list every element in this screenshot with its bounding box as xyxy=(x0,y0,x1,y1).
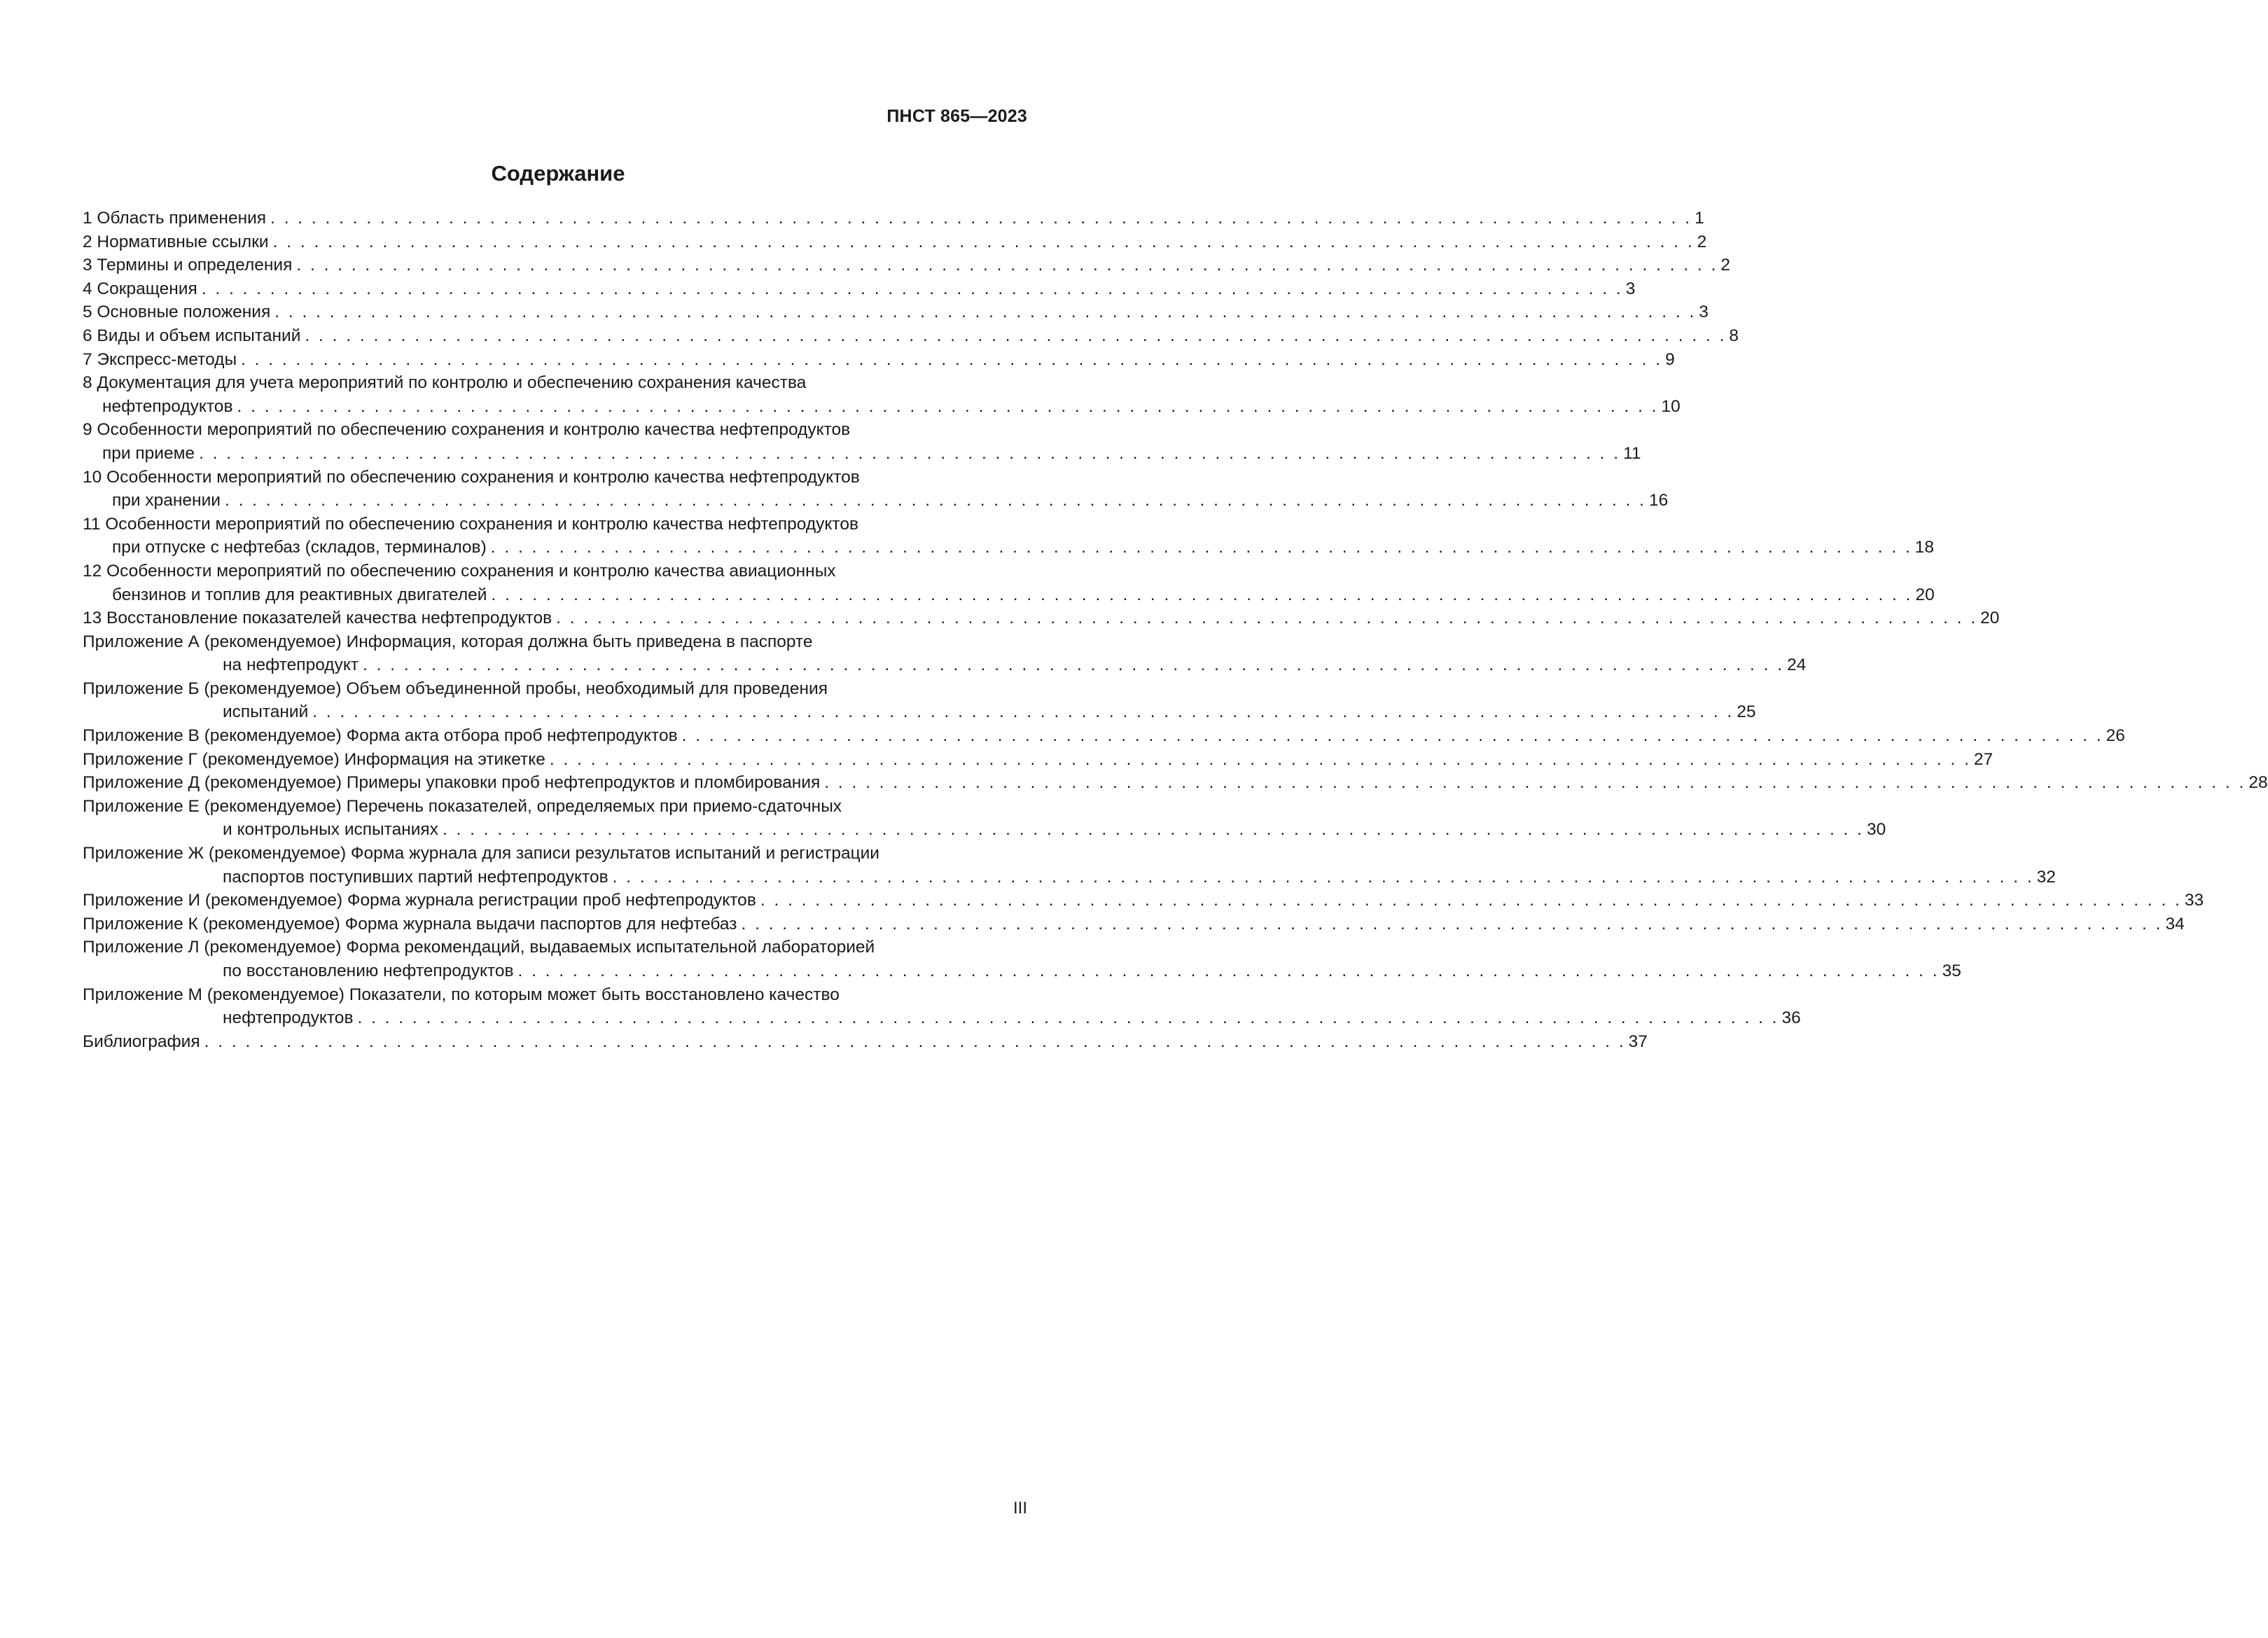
toc-entry[interactable] xyxy=(83,912,2185,936)
toc-page-number: 26 xyxy=(2106,726,2125,746)
toc-entry[interactable] xyxy=(83,277,1636,301)
dot-leader: . . . . . . . . . . . . . . . . . . . . . . . . . . . . . . . . . . . . . . . . . . . . . . . . . . . . . . . . . . . . . . . . . . . . . . . . . . . . . . . . . . . . . . . . . . . . . . . . . . . . . . . . xyxy=(237,396,1659,416)
toc-entry[interactable] xyxy=(83,889,2204,912)
toc-page-number: 9 xyxy=(1665,349,1675,369)
dot-leader: . . . . . . . . . . . . . . . . . . . . . . . . . . . . . . . . . . . . . . . . . . . . . . . . . . . . . . . . . . . . . . . . . . . . . . . . . . . . . . . . . . . . . . . . . . . . . . . . . . . . . . . . xyxy=(442,820,1864,840)
toc-entry-text: 3 Термины и определения xyxy=(83,256,293,275)
toc-entry-text: 7 Экспресс-методы xyxy=(83,349,237,369)
dot-leader: . . . . . . . . . . . . . . . . . . . . . . . . . . . . . . . . . . . . . . . . . . . . . . . . . . . . . . . . . . . . . . . . . . . . . . . . . . . . . . . . . . . . . . . . . . . . . . . . . . . . . . . . xyxy=(760,891,2182,910)
page-number: III xyxy=(1013,1499,1027,1518)
toc-entry-text: 5 Основные положения xyxy=(83,303,271,322)
toc-entry[interactable] xyxy=(83,630,1807,677)
toc-page-number: 28 xyxy=(2248,773,2268,793)
dot-leader: . . . . . . . . . . . . . . . . . . . . . . . . . . . . . . . . . . . . . . . . . . . . . . . . . . . . . . . . . . . . . . . . . . . . . . . . . . . . . . . . . . . . . . . . . . . . . . . . . . . . . . . . xyxy=(241,349,1663,369)
toc-entry-text: 4 Сокращения xyxy=(83,279,197,298)
dot-leader: . . . . . . . . . . . . . . . . . . . . . . . . . . . . . . . . . . . . . . . . . . . . . . . . . . . . . . . . . . . . . . . . . . . . . . . . . . . . . . . . . . . . . . . . . . . . . . . . . . . . . . . . xyxy=(490,538,1912,557)
toc-entry[interactable] xyxy=(83,606,2000,630)
dot-leader: . . . . . . . . . . . . . . . . . . . . . . . . . . . . . . . . . . . . . . . . . . . . . . . . . . . . . . . . . . . . . . . . . . . . . . . . . . . . . . . . . . . . . . . . . . . . . . . . . . . . . . . . xyxy=(612,867,2034,887)
toc-entry[interactable] xyxy=(83,466,1669,513)
toc-page-number: 20 xyxy=(1980,609,2000,628)
toc-entry-text: при приеме xyxy=(102,443,195,463)
toc-page-number: 8 xyxy=(1729,326,1739,345)
toc-entry-text: Приложение М (рекомендуемое) Показатели, по которым может быть восстановлено качество xyxy=(83,985,840,1004)
dot-leader: . . . . . . . . . . . . . . . . . . . . . . . . . . . . . . . . . . . . . . . . . . . . . . . . . . . . . . . . . . . . . . . . . . . . . . . . . . . . . . . . . . . . . . . . . . . . . . . . . . . . . . . . xyxy=(312,702,1734,722)
dot-leader: . . . . . . . . . . . . . . . . . . . . . . . . . . . . . . . . . . . . . . . . . . . . . . . . . . . . . . . . . . . . . . . . . . . . . . . . . . . . . . . . . . . . . . . . . . . . . . . . . . . . . . . . xyxy=(357,1008,1779,1028)
toc-page-number: 2 xyxy=(1720,256,1731,275)
toc-entry-text: Библиография xyxy=(83,1032,200,1051)
toc-entry-text: Приложение Г (рекомендуемое) Информация на этикетке xyxy=(83,749,545,769)
dot-leader: . . . . . . . . . . . . . . . . . . . . . . . . . . . . . . . . . . . . . . . . . . . . . . . . . . . . . . . . . . . . . . . . . . . . . . . . . . . . . . . . . . . . . . . . . . . . . . . . . . . . . . . . xyxy=(517,962,1940,980)
toc-page-number: 34 xyxy=(2165,914,2185,933)
toc-page-number: 11 xyxy=(1623,443,1641,463)
toc-page-number: 3 xyxy=(1699,303,1709,322)
toc-entry-text: 6 Виды и объем испытаний xyxy=(83,326,301,345)
toc-entry-text: Приложение А (рекомендуемое) Информация, которая должна быть приведена в паспорте xyxy=(83,632,813,651)
toc-entry-text: 10 Особенности мероприятий по обеспечению сохранения и контролю качества нефтепродуктов xyxy=(83,467,860,487)
document-code: ПНСТ 865—2023 xyxy=(886,106,1027,126)
toc-entry-text: бензинов и топлив для реактивных двигателей xyxy=(112,585,487,604)
toc-entry[interactable] xyxy=(83,771,2268,795)
toc-page-number: 16 xyxy=(1648,491,1669,511)
dot-leader: . . . . . . . . . . . . . . . . . . . . . . . . . . . . . . . . . . . . . . . . . . . . . . . . . . . . . . . . . . . . . . . . . . . . . . . . . . . . . . . . . . . . . . . . . . . . . . . . . . . . . . . . xyxy=(272,232,1695,251)
toc-entry-text: 2 Нормативные ссылки xyxy=(83,232,269,251)
toc-entry-text: испытаний xyxy=(223,702,309,722)
toc-entry-text: по восстановлению нефтепродуктов xyxy=(223,962,514,980)
toc-page-number: 18 xyxy=(1914,538,1935,557)
toc-entry-text: Приложение Б (рекомендуемое) Объем объединенной пробы, необходимый для проведения xyxy=(83,679,828,698)
toc-entry-text: при хранении xyxy=(112,491,221,511)
toc-entry-text: 1 Область применения xyxy=(83,209,267,228)
dot-leader: . . . . . . . . . . . . . . . . . . . . . . . . . . . . . . . . . . . . . . . . . . . . . . . . . . . . . . . . . . . . . . . . . . . . . . . . . . . . . . . . . . . . . . . . . . . . . . . . . . . . . . . . xyxy=(363,655,1785,675)
dot-leader: . . . . . . . . . . . . . . . . . . . . . . . . . . . . . . . . . . . . . . . . . . . . . . . . . . . . . . . . . . . . . . . . . . . . . . . . . . . . . . . . . . . . . . . . . . . . . . . . . . . . . . . . xyxy=(199,443,1621,463)
dot-leader: . . . . . . . . . . . . . . . . . . . . . . . . . . . . . . . . . . . . . . . . . . . . . . . . . . . . . . . . . . . . . . . . . . . . . . . . . . . . . . . . . . . . . . . . . . . . . . . . . . . . . . . . xyxy=(556,609,1978,628)
toc-entry-text: 11 Особенности мероприятий по обеспечению сохранения и контролю качества нефтепродуктов xyxy=(83,514,858,534)
toc-page-number: 33 xyxy=(2184,891,2204,910)
toc-entry[interactable] xyxy=(83,418,1641,465)
toc-entry[interactable] xyxy=(83,677,1756,724)
dot-leader: . . . . . . . . . . . . . . . . . . . . . . . . . . . . . . . . . . . . . . . . . . . . . . . . . . . . . . . . . . . . . . . . . . . . . . . . . . . . . . . . . . . . . . . . . . . . . . . . . . . . . . . . xyxy=(204,1032,1626,1051)
toc-entry[interactable] xyxy=(83,207,1704,230)
toc-page-number: 35 xyxy=(1942,962,1961,980)
table-of-contents xyxy=(83,207,2268,1053)
toc-entry-text: Приложение Д (рекомендуемое) Примеры упаковки проб нефтепродуктов и пломбирования xyxy=(83,773,821,793)
toc-page-number: 27 xyxy=(1973,749,1994,769)
toc-entry[interactable] xyxy=(83,795,1886,842)
toc-entry-text: Приложение Ж (рекомендуемое) Форма журнала для записи результатов испытаний и регистрации xyxy=(83,844,879,863)
dot-leader: . . . . . . . . . . . . . . . . . . . . . . . . . . . . . . . . . . . . . . . . . . . . . . . . . . . . . . . . . . . . . . . . . . . . . . . . . . . . . . . . . . . . . . . . . . . . . . . . . . . . . . . . xyxy=(224,491,1646,511)
dot-leader: . . . . . . . . . . . . . . . . . . . . . . . . . . . . . . . . . . . . . . . . . . . . . . . . . . . . . . . . . . . . . . . . . . . . . . . . . . . . . . . . . . . . . . . . . . . . . . . . . . . . . . . . xyxy=(296,256,1718,275)
toc-entry-text: 8 Документация для учета мероприятий по контролю и обеспечению сохранения качества xyxy=(83,373,807,393)
toc-page-number: 24 xyxy=(1787,655,1807,675)
toc-page-number: 37 xyxy=(1628,1032,1648,1051)
page-title: Содержание xyxy=(491,161,625,186)
toc-entry[interactable] xyxy=(83,513,1935,560)
toc-entry-text: Приложение Е (рекомендуемое) Перечень показателей, определяемых при приемо-сдаточных xyxy=(83,796,842,816)
toc-entry-text: 13 Восстановление показателей качества нефтепродуктов xyxy=(83,609,552,628)
toc-entry-text: Приложение И (рекомендуемое) Форма журнала регистрации проб нефтепродуктов xyxy=(83,891,756,910)
dot-leader: . . . . . . . . . . . . . . . . . . . . . . . . . . . . . . . . . . . . . . . . . . . . . . . . . . . . . . . . . . . . . . . . . . . . . . . . . . . . . . . . . . . . . . . . . . . . . . . . . . . . . . . . xyxy=(824,773,2246,793)
toc-entry[interactable] xyxy=(83,348,1675,372)
dot-leader: . . . . . . . . . . . . . . . . . . . . . . . . . . . . . . . . . . . . . . . . . . . . . . . . . . . . . . . . . . . . . . . . . . . . . . . . . . . . . . . . . . . . . . . . . . . . . . . . . . . . . . . . xyxy=(491,585,1913,604)
toc-entry-text: при отпуске с нефтебаз (складов, терминалов) xyxy=(112,538,487,557)
toc-page-number: 3 xyxy=(1625,279,1636,298)
toc-page-number: 30 xyxy=(1866,820,1886,840)
dot-leader: . . . . . . . . . . . . . . . . . . . . . . . . . . . . . . . . . . . . . . . . . . . . . . . . . . . . . . . . . . . . . . . . . . . . . . . . . . . . . . . . . . . . . . . . . . . . . . . . . . . . . . . . xyxy=(741,914,2163,933)
toc-page-number: 32 xyxy=(2036,867,2056,887)
toc-entry[interactable] xyxy=(83,230,1707,254)
toc-entry[interactable] xyxy=(83,1030,1648,1054)
toc-entry[interactable] xyxy=(83,724,2125,748)
toc-entry-text: 9 Особенности мероприятий по обеспечению сохранения и контролю качества нефтепродуктов xyxy=(83,420,851,440)
toc-entry[interactable] xyxy=(83,936,1961,983)
toc-entry-text: паспортов поступивших партий нефтепродуктов xyxy=(223,867,608,887)
toc-page-number: 20 xyxy=(1915,585,1935,604)
toc-page-number: 36 xyxy=(1781,1008,1801,1028)
toc-entry[interactable] xyxy=(83,748,1994,772)
toc-entry-text: Приложение В (рекомендуемое) Форма акта отбора проб нефтепродуктов xyxy=(83,726,678,746)
toc-entry-text: на нефтепродукт xyxy=(223,655,359,675)
toc-entry[interactable] xyxy=(83,842,2056,889)
toc-entry[interactable] xyxy=(83,254,1731,277)
toc-page-number: 1 xyxy=(1695,209,1704,228)
toc-entry-text: Приложение К (рекомендуемое) Форма журнала выдачи паспортов для нефтебаз xyxy=(83,914,737,933)
toc-entry[interactable] xyxy=(83,560,1935,606)
toc-entry-text: нефтепродуктов xyxy=(223,1008,354,1028)
dot-leader: . . . . . . . . . . . . . . . . . . . . . . . . . . . . . . . . . . . . . . . . . . . . . . . . . . . . . . . . . . . . . . . . . . . . . . . . . . . . . . . . . . . . . . . . . . . . . . . . . . . . . . . . xyxy=(274,303,1697,322)
toc-entry[interactable] xyxy=(83,371,1681,418)
toc-entry[interactable] xyxy=(83,983,1801,1030)
dot-leader: . . . . . . . . . . . . . . . . . . . . . . . . . . . . . . . . . . . . . . . . . . . . . . . . . . . . . . . . . . . . . . . . . . . . . . . . . . . . . . . . . . . . . . . . . . . . . . . . . . . . . . . . xyxy=(681,726,2103,746)
dot-leader: . . . . . . . . . . . . . . . . . . . . . . . . . . . . . . . . . . . . . . . . . . . . . . . . . . . . . . . . . . . . . . . . . . . . . . . . . . . . . . . . . . . . . . . . . . . . . . . . . . . . . . . . xyxy=(270,209,1692,228)
toc-entry-text: нефтепродуктов xyxy=(102,396,233,416)
toc-entry[interactable] xyxy=(83,300,1709,324)
toc-page-number: 2 xyxy=(1697,232,1707,251)
toc-page-number: 10 xyxy=(1661,396,1681,416)
toc-entry-text: Приложение Л (рекомендуемое) Форма рекомендаций, выдаваемых испытательной лабораторией xyxy=(83,938,875,957)
toc-entry-text: и контрольных испытаниях xyxy=(223,820,438,840)
dot-leader: . . . . . . . . . . . . . . . . . . . . . . . . . . . . . . . . . . . . . . . . . . . . . . . . . . . . . . . . . . . . . . . . . . . . . . . . . . . . . . . . . . . . . . . . . . . . . . . . . . . . . . . . xyxy=(201,279,1623,298)
toc-entry-text: 12 Особенности мероприятий по обеспечению сохранения и контролю качества авиационных xyxy=(83,561,836,581)
dot-leader: . . . . . . . . . . . . . . . . . . . . . . . . . . . . . . . . . . . . . . . . . . . . . . . . . . . . . . . . . . . . . . . . . . . . . . . . . . . . . . . . . . . . . . . . . . . . . . . . . . . . . . . . xyxy=(549,749,1971,769)
dot-leader: . . . . . . . . . . . . . . . . . . . . . . . . . . . . . . . . . . . . . . . . . . . . . . . . . . . . . . . . . . . . . . . . . . . . . . . . . . . . . . . . . . . . . . . . . . . . . . . . . . . . . . . . xyxy=(305,326,1727,345)
toc-entry[interactable] xyxy=(83,324,1739,348)
toc-page-number: 25 xyxy=(1737,702,1756,722)
